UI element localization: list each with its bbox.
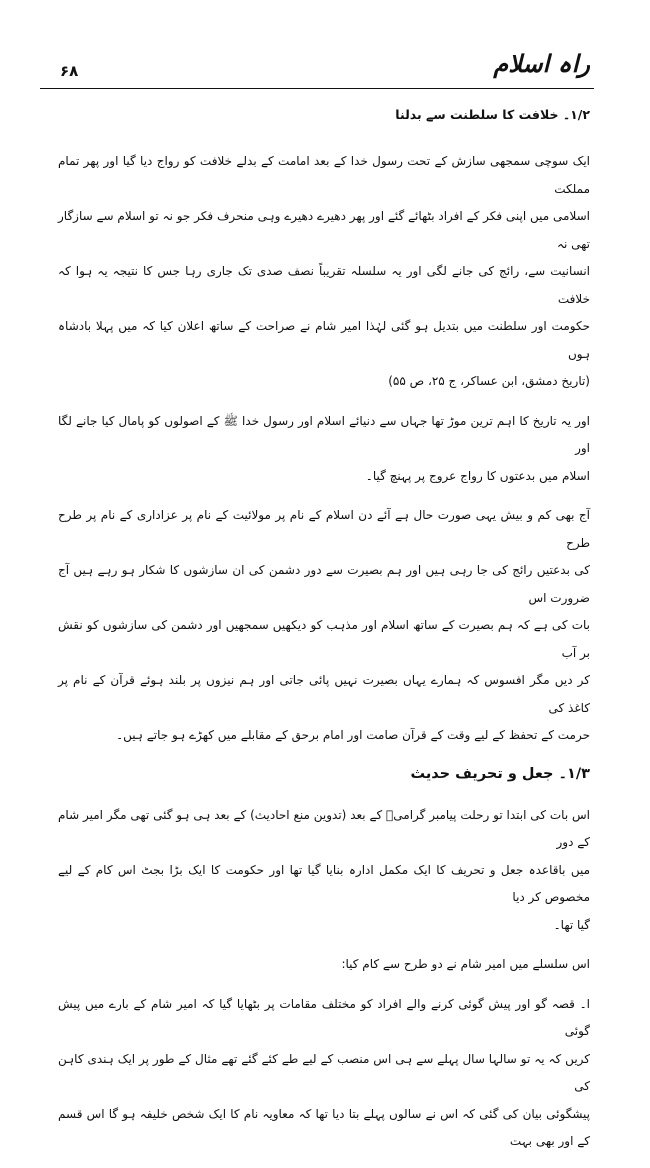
text-line: کریں کہ یہ تو سالہا سال پہلے سے ہی اس منصب کے لیے طے کئے گئے تھے مثال کے طور پر ایک ہندی کاہن کی xyxy=(58,1051,590,1093)
text-line: آج بھی کم و بیش یہی صورت حال ہے آئے دن اسلام کے نام پر مولائیت کے نام پر عزاداری کے نام پر طرح طرح xyxy=(58,508,590,550)
page-header xyxy=(40,48,594,89)
text-line: پیشگوئی بیان کی گئی کہ اس نے سالوں پہلے بتا دیا تھا کہ معاویہ نام کا ایک شخص خلیفہ ہو گا اس قسم کے اور بھی بہت xyxy=(58,1106,590,1148)
page-number: ۶۸ xyxy=(60,62,79,80)
page-body xyxy=(58,104,590,1168)
paragraph xyxy=(58,502,590,750)
paragraph xyxy=(58,148,590,396)
text-line: میں باقاعدہ جعل و تحریف کا ایک مکمل ادارہ بنایا گیا تھا اور حکومت کا ایک بڑا بجٹ اس کام کے لیے مخصوص کر دیا xyxy=(58,862,590,904)
text-line: ا۔ قصہ گو اور پیش گوئی کرنے والے افراد کو مختلف مقامات پر بٹھایا گیا کہ امیر شام کے بارے میں پیش گوئی xyxy=(58,996,590,1038)
paragraph xyxy=(58,802,590,940)
subheading: ۱/۲۔ خلافت کا سلطنت سے بدلنا xyxy=(395,107,590,122)
text-line: انسانیت سے، رائج کی جانے لگی اور یہ سلسلہ تقریباً نصف صدی تک جاری رہا جس کا نتیجہ یہ ہوا کہ خلافت xyxy=(58,264,590,306)
running-title: راہ اسلام xyxy=(493,50,590,78)
text-line: حرمت کے تحفظ کے لیے وقت کے قرآن صامت اور امام برحق کے مقابلے میں کھڑے ہو جاتے ہیں۔ xyxy=(116,728,590,742)
text-line: حکومت اور سلطنت میں بتدیل ہو گئی لہٰذا امیر شام نے صراحت کے ساتھ اعلان کیا کہ میں پہلا بادشاہ ہوں xyxy=(58,319,590,361)
text-line: اس سلسلے میں امیر شام نے دو طرح سے کام کیا: xyxy=(341,957,590,971)
text-line: کر دیں مگر افسوس کہ ہمارے یہاں بصیرت نہیں پائی جاتی اور ہم نیزوں پر بلند ہوئے قرآن کے نام پر کاغذ کی xyxy=(58,673,590,715)
text-line: گیا تھا۔ xyxy=(553,917,590,932)
text-line: بات کی ہے کہ ہم بصیرت کے ساتھ اسلام اور مذہب کو دیکھیں سمجھیں اور دشمن کی سازشوں کو نقش بر آب xyxy=(58,618,590,660)
text-line: کی بدعتیں رائج کی جا رہی ہیں اور ہم بصیرت سے دور دشمن کی ان سازشوں کا شکار ہو رہے ہیں آج ضرورت اس xyxy=(58,563,590,605)
text-line: اسلام میں بدعتوں کا رواج عروج پر پہنچ گیا۔ xyxy=(365,468,590,483)
text-line: اس بات کی ابتدا تو رحلت پیامبر گرامیؐ کے بعد (تدوین منع احادیث) کے بعد ہی ہو گئی تھی مگر امیر شام کے دور xyxy=(58,807,590,849)
paragraph xyxy=(58,408,590,491)
text-line: اور یہ تاریخ کا اہم ترین موڑ تھا جہاں سے دنیائے اسلام اور رسول خدا ﷺ کے اصولوں کو پامال کیا جانے لگا اور xyxy=(58,413,590,455)
text-line: اسلامی میں اپنی فکر کے افراد بٹھائے گئے اور پھر دھیرے دھیرے وہی منحرف فکر جو نہ تو اسلام سے سازگار تھی نہ xyxy=(58,209,590,251)
section-heading: ۱/۳۔ جعل و تحریف حدیث xyxy=(410,765,590,782)
paragraph xyxy=(58,951,590,979)
citation-line: (تاریخ دمشق، ابن عساکر، ج ۲۵، ص ۵۵) xyxy=(388,374,590,388)
text-line: ایک سوچی سمجھی سازش کے تحت رسول خدا کے بعد امامت کے بدلے خلافت کو رواج دیا گیا اور پھر تمام مملکت xyxy=(58,154,590,196)
paragraph xyxy=(58,991,590,1156)
